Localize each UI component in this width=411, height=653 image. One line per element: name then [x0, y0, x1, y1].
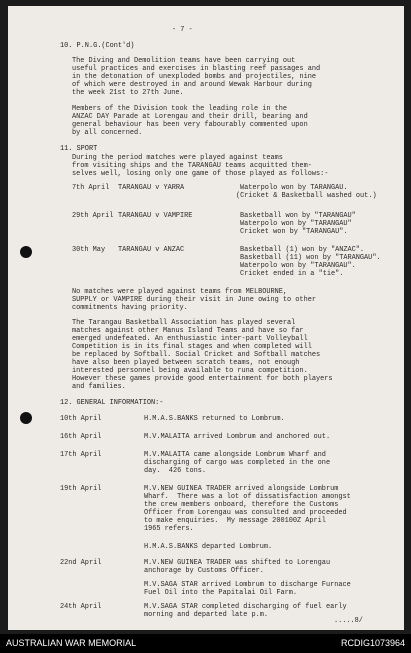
section-11-intro-line: selves well, losing only one game of those played as follows:-	[72, 170, 329, 178]
match-date: 29th April	[72, 212, 114, 220]
match-teams: TARANGAU v VAMPIRE	[118, 212, 193, 220]
match-date: 7th April	[72, 184, 110, 192]
section-11-para-line: have also been played between scratch teams, not enough	[72, 359, 300, 367]
info-line: H.M.A.S.BANKS returned to Lombrum.	[144, 415, 285, 423]
section-10-para1-line: the week 21st to 27th June.	[72, 89, 184, 97]
section-11-para-line: be replaced by Softball. Social Cricket and Softball matches	[72, 351, 321, 359]
info-date: 10th April	[60, 415, 102, 423]
section-11-para-line: and families.	[72, 383, 126, 391]
info-line: M.V.SAGA STAR arrived Lombrum to discharge Furnace	[144, 581, 351, 589]
info-line: M.V.MALAITA came alongside Lombrum Wharf and	[144, 451, 326, 459]
info-line: M.V.MALAITA arrived Lombrum and anchored out.	[144, 433, 331, 441]
match-result: Waterpolo won by "TARANGAU"	[240, 220, 352, 228]
info-date: 16th April	[60, 433, 102, 441]
section-11-para-line: emerged undefeated. An enthusiastic inter-part Volleyball	[72, 335, 308, 343]
section-11-intro-line: from visiting ships and the TARANGAU teams acquitted them-	[72, 162, 312, 170]
section-11-heading: 11. SPORT	[60, 145, 98, 153]
section-11-para-line: No matches were played against teams from MELBOURNE,	[72, 288, 288, 296]
info-line: Fuel Oil into the Papitalai Oil Farm.	[144, 589, 297, 597]
info-line: morning and departed late p.m.	[144, 611, 269, 619]
info-line: Officer from Lorengau was consulted and proceeded	[144, 509, 347, 517]
info-line: discharging of cargo was completed in the one	[144, 459, 331, 467]
footer-bar	[0, 634, 411, 653]
match-result: Cricket ended in a "tie".	[240, 270, 344, 278]
section-11-para-line: Competition is in its final stages and when completed will	[72, 343, 312, 351]
match-teams: TARANGAU v YARRA	[118, 184, 185, 192]
section-11-para-line: SUPPLY or VAMPIRE during their visit in June owing to other	[72, 296, 316, 304]
info-line: day. 426 tons.	[144, 467, 207, 475]
info-line: to make enquiries. My message 200100Z April	[144, 517, 326, 525]
info-line: 1965 refers.	[144, 525, 194, 533]
page-number: - 7 -	[172, 26, 193, 34]
section-10-para2-line: Members of the Division took the leading role in the	[72, 105, 288, 113]
punch-hole	[20, 412, 32, 424]
match-result: Basketball (11) won by "TARANGAU".	[240, 254, 381, 262]
match-result: Cricket won by "TARANGAU".	[240, 228, 348, 236]
section-10-para2-line: by all concerned.	[72, 129, 143, 137]
section-10-para2-line: general behaviour has been very fabourably commented upon	[72, 121, 308, 129]
section-10-para1-line: useful practices and exercises in blasting reef passages and	[72, 65, 321, 73]
info-line: Wharf. There was a lot of dissatisfaction amongst	[144, 493, 351, 501]
section-10-para1-line: of which were destroyed in and around Wewak Harbour during	[72, 81, 312, 89]
info-line: anchorage by Customs Officer.	[144, 567, 264, 575]
section-10-para2-line: ANZAC DAY Parade at Lorengau and their drill, bearing and	[72, 113, 308, 121]
section-10-para1-line: in the detonation of unexploded bombs and projectiles, nine	[72, 73, 316, 81]
match-date: 30th May	[72, 246, 106, 254]
section-11-intro-line: During the period matches were played against teams	[72, 154, 283, 162]
info-line: M.V.NEW GUINEA TRADER was shifted to Lorengau	[144, 559, 331, 567]
match-result: Waterpolo won by TARANGAU.	[240, 184, 348, 192]
section-11-para-line: However these games provide good entertainment for both players	[72, 375, 333, 383]
document-page	[8, 6, 404, 630]
section-10-heading: 10. P.N.G.(Cont'd)	[60, 42, 135, 50]
match-result: Basketball won by "TARANGAU"	[240, 212, 356, 220]
info-date: 19th April	[60, 485, 102, 493]
info-date: 17th April	[60, 451, 102, 459]
section-10-para1-line: The Diving and Demolition teams have been carrying out	[72, 57, 296, 65]
info-date: 24th April	[60, 603, 102, 611]
match-teams: TARANGAU v ANZAC	[118, 246, 185, 254]
punch-hole	[20, 246, 32, 258]
footer-id: RCDIG1073964	[340, 638, 405, 648]
footer-source: AUSTRALIAN WAR MEMORIAL	[6, 638, 137, 648]
info-line: the crew members onboard, therefore the Customs	[144, 501, 339, 509]
section-11-para-line: commitments having priority.	[72, 304, 188, 312]
section-11-para-line: matches against other Manus Island Teams and have so far	[72, 327, 304, 335]
section-11-para-line: The Tarangau Basketball Association has played several	[72, 319, 296, 327]
section-12-heading: 12. GENERAL INFORMATION:-	[60, 399, 164, 407]
continued-marker: .....8/	[334, 617, 363, 625]
info-line: M.V.NEW GUINEA TRADER arrived alongside Lombrum	[144, 485, 339, 493]
match-result: (Cricket & Basketball washed out.)	[236, 192, 377, 200]
info-line: M.V.SAGA STAR completed discharging of fuel early	[144, 603, 347, 611]
match-result: Basketball (1) won by "ANZAC".	[240, 246, 365, 254]
info-line: H.M.A.S.BANKS departed Lombrum.	[144, 543, 273, 551]
section-11-para-line: interested personnel being available to runa competition.	[72, 367, 308, 375]
match-result: Waterpolo won by "TARANGAU".	[240, 262, 356, 270]
info-date: 22nd April	[60, 559, 102, 567]
